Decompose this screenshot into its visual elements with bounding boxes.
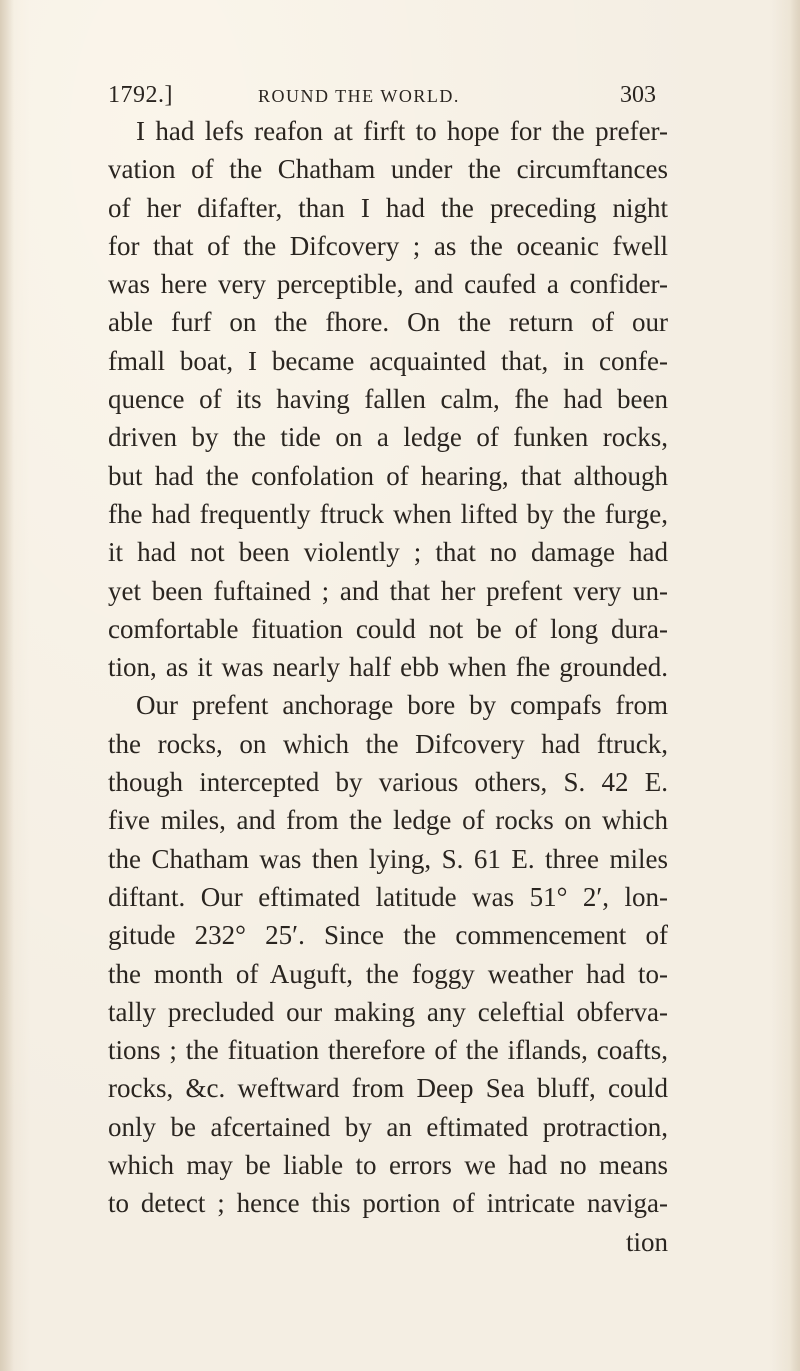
text-line: of her difafter, than I had the preceding night (108, 192, 668, 223)
text-line: able furf on the fhore. On the return of our (108, 307, 668, 338)
text-line: rocks, &c. weftward from Deep Sea bluff, could (108, 1073, 668, 1104)
text-line: was here very perceptible, and caufed a confider- (108, 269, 668, 300)
text-line: though intercepted by various others, S. 42 E. (108, 767, 668, 798)
text-line: tally precluded our making any celeftial obferva- (108, 996, 668, 1027)
text-line: it had not been violently ; that no damage had (108, 537, 668, 568)
running-header (108, 82, 656, 112)
text-line: for that of the Difcovery ; as the oceanic fwell (108, 230, 668, 261)
header-year: 1792.] (108, 82, 173, 108)
text-line: tions ; the fituation therefore of the iflands, coafts, (108, 1035, 668, 1066)
page-edge-right (790, 0, 800, 1371)
text-line: five miles, and from the ledge of rocks on which (108, 805, 668, 836)
text-line: driven by the tide on a ledge of funken rocks, (108, 422, 668, 453)
text-line: vation of the Chatham under the circumftances (108, 154, 668, 185)
header-title: ROUND THE WORLD. (258, 86, 460, 106)
text-line: the month of Auguft, the foggy weather had to- (108, 958, 668, 989)
text-line: yet been fuftained ; and that her prefent very un- (108, 575, 668, 606)
text-line: but had the confolation of hearing, that although (108, 460, 668, 491)
text-line: quence of its having fallen calm, fhe had been (108, 384, 668, 415)
text-line: tion, as it was nearly half ebb when fhe grounded. (108, 652, 668, 683)
text-line: only be afcertained by an eftimated protraction, (108, 1111, 668, 1142)
text-line: the Chatham was then lying, S. 61 E. three miles (108, 843, 668, 874)
page-number: 303 (620, 82, 656, 108)
text-line: to detect ; hence this portion of intricate naviga- (108, 1188, 668, 1219)
text-line: gitude 232° 25′. Since the commencement of (108, 920, 668, 951)
body-text (108, 112, 668, 1261)
text-line: fmall boat, I became acquainted that, in confe- (108, 345, 668, 376)
text-line: fhe had frequently ftruck when lifted by the furge, (108, 498, 668, 529)
text-line: the rocks, on which the Difcovery had ftruck, (108, 728, 668, 759)
text-line: Our prefent anchorage bore by compafs from (136, 690, 668, 721)
page-edge-left (0, 0, 14, 1371)
catchword: tion (625, 1226, 668, 1257)
text-line: which may be liable to errors we had no means (108, 1150, 668, 1181)
text-line: diftant. Our eftimated latitude was 51° 2′, lon- (108, 881, 668, 912)
text-line: I had lefs reafon at firft to hope for the prefer- (136, 116, 668, 146)
text-line: comfortable fituation could not be of long dura- (108, 613, 668, 644)
